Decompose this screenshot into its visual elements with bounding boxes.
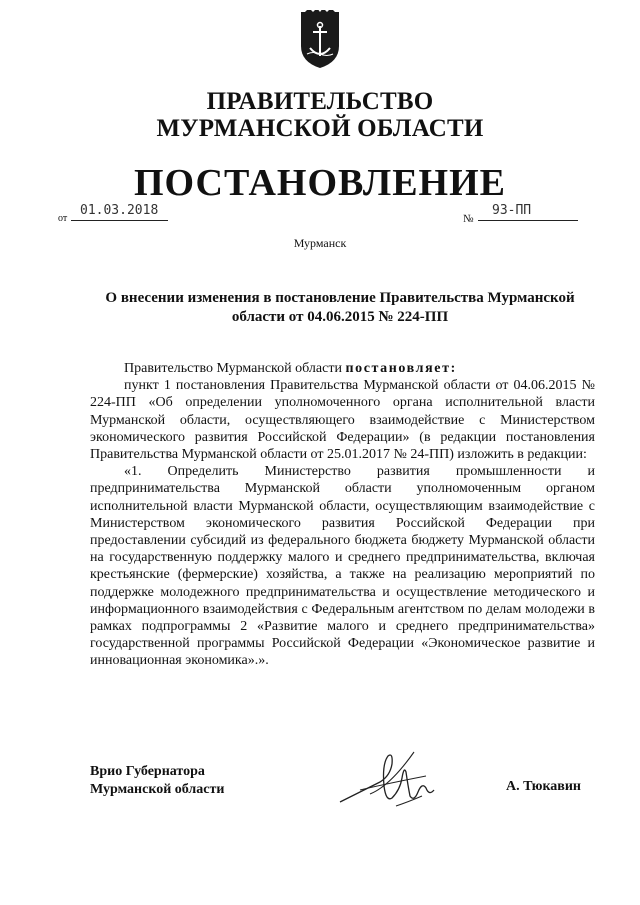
date-underline [71, 220, 168, 221]
date-prefix: от [58, 213, 68, 224]
document-date: 01.03.2018 [80, 203, 159, 218]
document-body [90, 360, 595, 670]
org-name-line1: ПРАВИТЕЛЬСТВО [206, 88, 434, 115]
city: Мурманск [293, 236, 347, 250]
paragraph-new-wording: «1. Определить Министерство развития промышленности и предпринимательства Мурманской области уполномоченным органом исполнительной власти Мурманской области, осуществляющим взаимодействие с Министерством экономического развития Российской Федерации при предоставлении субсидий из федерального бюджета бюджету Мурманской области на государственную поддержку малого и среднего предпринимательства, включая крестьянские (фермерские) хозяйства, а также на реализацию мероприятий по поддержке молодежного предпринимательства и осуществление методического и информационного взаимодействия с Федеральным агентством по делам молодежи в рамках подпрограммы 2 «Развитие малого и среднего предпринимательства» государственной программы Российской Федерации «Экономическое развитие и инновационная экономика».». [90, 464, 595, 669]
document-number: 93-ПП [492, 203, 532, 218]
document-type: ПОСТАНОВЛЕНИЕ [133, 162, 507, 204]
handwritten-signature-icon [330, 742, 450, 822]
signatory-position-line2: Мурманской области [90, 782, 225, 797]
paragraph-preamble [90, 360, 595, 377]
org-name-line2: МУРМАНСКОЙ ОБЛАСТИ [156, 115, 484, 142]
number-underline [478, 220, 578, 221]
signatory-position-line1: Врио Губернатора [90, 764, 205, 779]
signatory-position [90, 763, 224, 799]
coat-of-arms-icon [297, 10, 343, 70]
signatory-name: А. Тюкавин [506, 779, 581, 794]
document-title: О внесении изменения в постановление Правительства Мурманской области от 04.06.2015 № 224-ПП [105, 290, 575, 325]
number-prefix: № [463, 213, 474, 225]
preamble-text: Правительство Мурманской области [124, 361, 346, 376]
paragraph-clause: пункт 1 постановления Правительства Мурманской области от 04.06.2015 № 224-ПП «Об определении уполномоченного органа исполнительной власти Мурманской области, осуществляющего взаимодействие с Министерством экономического развития Российской Федерации» (в редакции постановления Правительства Мурманской области от 25.01.2017 № 24-ПП) изложить в редакции: [90, 378, 595, 463]
resolves-word: постановляет: [345, 361, 457, 376]
